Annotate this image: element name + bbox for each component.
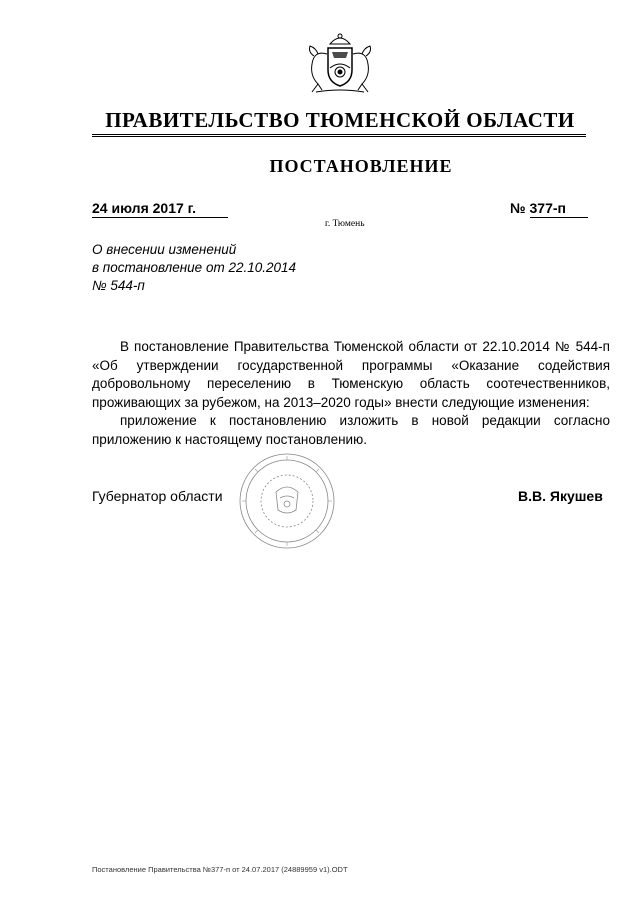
body-paragraph: приложение к постановлению изложить в новой редакции согласно приложению к настоящему постановлению.: [92, 413, 610, 447]
subject-line: О внесении изменений: [92, 242, 237, 257]
document-footer: Постановление Правительства №377-п от 24.07.2017 (24889959 v1).ODT: [92, 865, 348, 874]
document-number: [510, 200, 588, 218]
number-prefix: №: [510, 200, 526, 216]
document-type-title: ПОСТАНОВЛЕНИЕ: [269, 156, 453, 176]
signer-title: Губернатор области: [92, 488, 223, 504]
signer-name: В.В. Якушев: [518, 488, 603, 504]
number-value: 377-п: [530, 200, 588, 218]
document-subject: [92, 241, 296, 295]
official-seal-icon: [238, 452, 336, 550]
header-rule: [92, 134, 586, 137]
document-city: г. Тюмень: [325, 219, 365, 229]
body-paragraph: В постановление Правительства Тюменской области от 22.10.2014 № 544-п «Об утверждении государственной программы «Оказание содействия добровольному переселению в Тюменскую область соотечественников, проживающих за рубежом, на 2013–2020 годы» внести следующие изменения:: [92, 339, 610, 410]
document-date: 24 июля 2017 г.: [92, 200, 228, 218]
subject-line: в постановление от 22.10.2014: [92, 260, 297, 275]
government-title: ПРАВИТЕЛЬСТВО ТЮМЕНСКОЙ ОБЛАСТИ: [105, 108, 575, 132]
tyumen-coat-of-arms-icon: [300, 30, 380, 96]
subject-line: № 544-п: [92, 278, 145, 293]
